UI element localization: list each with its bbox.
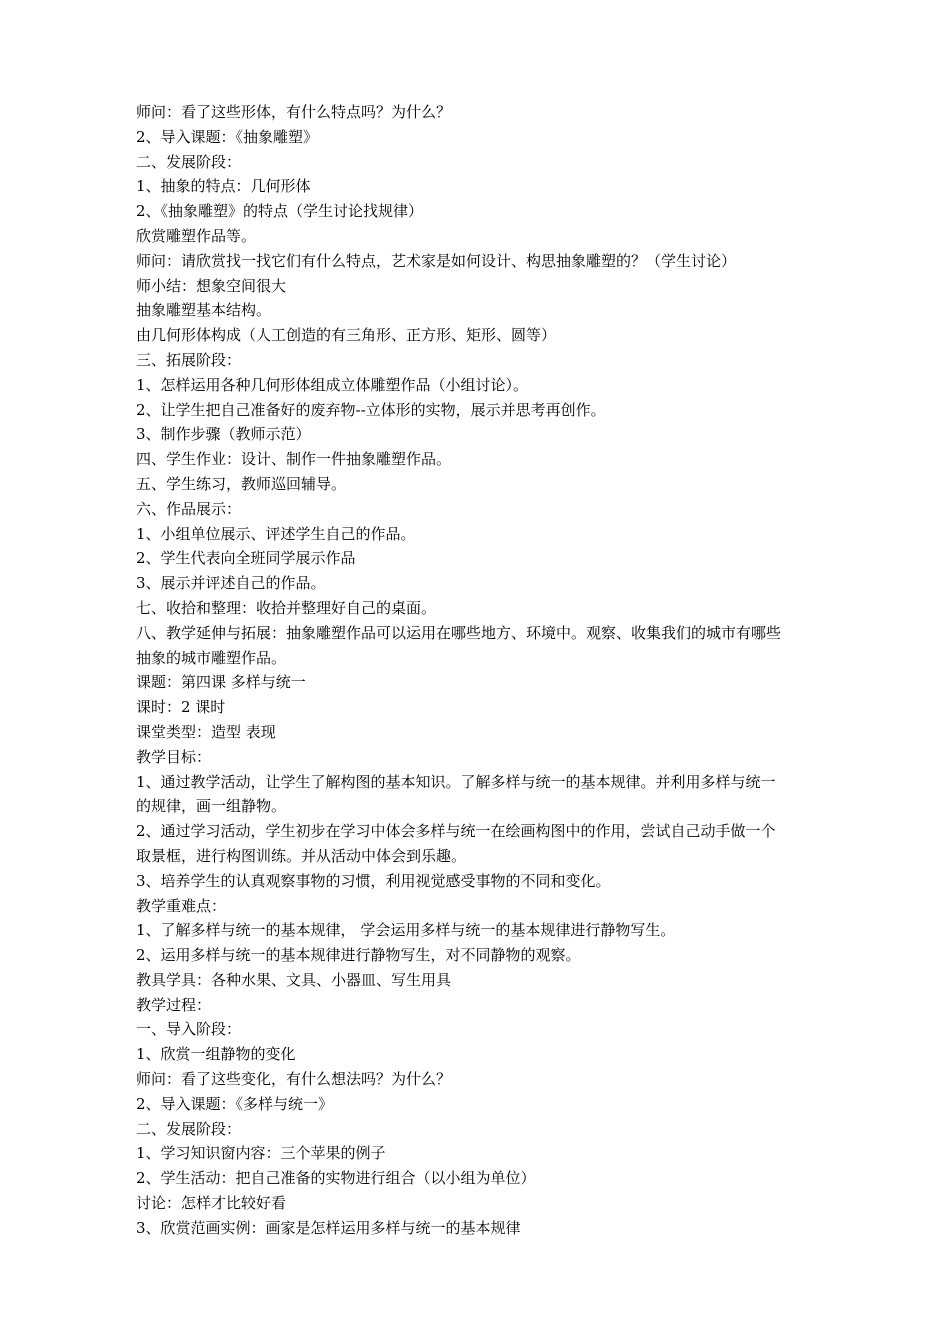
- text-line: 欣赏雕塑作品等。: [136, 226, 257, 245]
- text-line: 2、《抽象雕塑》的特点（学生讨论找规律）: [136, 202, 424, 221]
- section-heading: 二、发展阶段：: [136, 152, 242, 171]
- text-line: 2、学生代表向全班同学展示作品: [136, 549, 356, 568]
- text-line: 2、运用多样与统一的基本规律进行静物写生，对不同静物的观察。: [136, 946, 581, 965]
- text-line: 师问：请欣赏找一找它们有什么特点，艺术家是如何设计、构思抽象雕塑的？（学生讨论）: [136, 251, 737, 270]
- text-line: 1、学习知识窗内容：三个苹果的例子: [136, 1144, 386, 1163]
- text-line: 抽象的城市雕塑作品。: [136, 648, 287, 667]
- text-line: 教具学具：各种水果、文具、小器皿、写生用具: [136, 970, 452, 989]
- text-line: 3、欣赏范画实例：画家是怎样运用多样与统一的基本规律: [136, 1218, 521, 1237]
- text-line: 1、通过教学活动，让学生了解构图的基本知识。了解多样与统一的基本规律。并利用多样与统一: [136, 772, 776, 791]
- text-line: 3、培养学生的认真观察事物的习惯，利用视觉感受事物的不同和变化。: [136, 871, 611, 890]
- text-line: 1、欣赏一组静物的变化: [136, 1045, 296, 1064]
- text-line: 课时：2 课时: [136, 698, 226, 717]
- text-line: 1、抽象的特点：几何形体: [136, 177, 311, 196]
- text-line: 2、通过学习活动，学生初步在学习中体会多样与统一在绘画构图中的作用，尝试自己动手做一个: [136, 822, 776, 841]
- text-line: 课堂类型：造型 表现: [136, 722, 276, 741]
- document-body: [136, 100, 864, 1241]
- text-line: 2、导入课题：《抽象雕塑》: [136, 127, 319, 146]
- text-line: 取景框，进行构图训练。并从活动中体会到乐趣。: [136, 846, 467, 865]
- text-line: 1、小组单位展示、评述学生自己的作品。: [136, 524, 416, 543]
- section-heading: 八、教学延伸与拓展：抽象雕塑作品可以运用在哪些地方、环境中。观察、收集我们的城市有哪些: [136, 623, 782, 642]
- text-line: 师问：看了这些形体，有什么特点吗？为什么？: [136, 103, 452, 121]
- text-line: 的规律，画一组静物。: [136, 797, 287, 816]
- section-heading: 五、学生练习，教师巡回辅导。: [136, 474, 347, 493]
- text-line: 由几何形体构成（人工创造的有三角形、正方形、矩形、圆等）: [136, 326, 557, 345]
- section-heading: 三、拓展阶段：: [136, 350, 242, 369]
- text-line: 3、制作步骤（教师示范）: [136, 425, 311, 444]
- text-line: 2、学生活动：把自己准备的实物进行组合（以小组为单位）: [136, 1169, 536, 1188]
- lesson-title: 课题：第四课 多样与统一: [136, 673, 306, 692]
- text-line: 1、怎样运用各种几何形体组成立体雕塑作品（小组讨论）。: [136, 375, 529, 394]
- section-heading: 教学重难点：: [136, 896, 227, 915]
- text-line: 师问：看了这些变化，有什么想法吗？为什么？: [136, 1070, 452, 1089]
- text-line: 2、导入课题：《多样与统一》: [136, 1094, 334, 1113]
- section-heading: 教学过程：: [136, 995, 212, 1014]
- text-line: 抽象雕塑基本结构。: [136, 301, 272, 320]
- section-heading: 七、收拾和整理：收拾并整理好自己的桌面。: [136, 598, 437, 617]
- section-heading: 四、学生作业：设计、制作一件抽象雕塑作品。: [136, 450, 452, 469]
- text-line: 师小结：想象空间很大: [136, 276, 287, 295]
- text-line: 3、展示并评述自己的作品。: [136, 574, 326, 593]
- section-heading: 教学目标：: [136, 747, 212, 766]
- text-line: 1、了解多样与统一的基本规律， 学会运用多样与统一的基本规律进行静物写生。: [136, 921, 676, 940]
- text-line: 讨论：怎样才比较好看: [136, 1194, 287, 1213]
- section-heading: 二、发展阶段：: [136, 1119, 242, 1138]
- section-heading: 六、作品展示：: [136, 499, 242, 518]
- section-heading: 一、导入阶段：: [136, 1020, 242, 1039]
- text-line: 2、让学生把自己准备好的废弃物--立体形的实物，展示并思考再创作。: [136, 400, 606, 419]
